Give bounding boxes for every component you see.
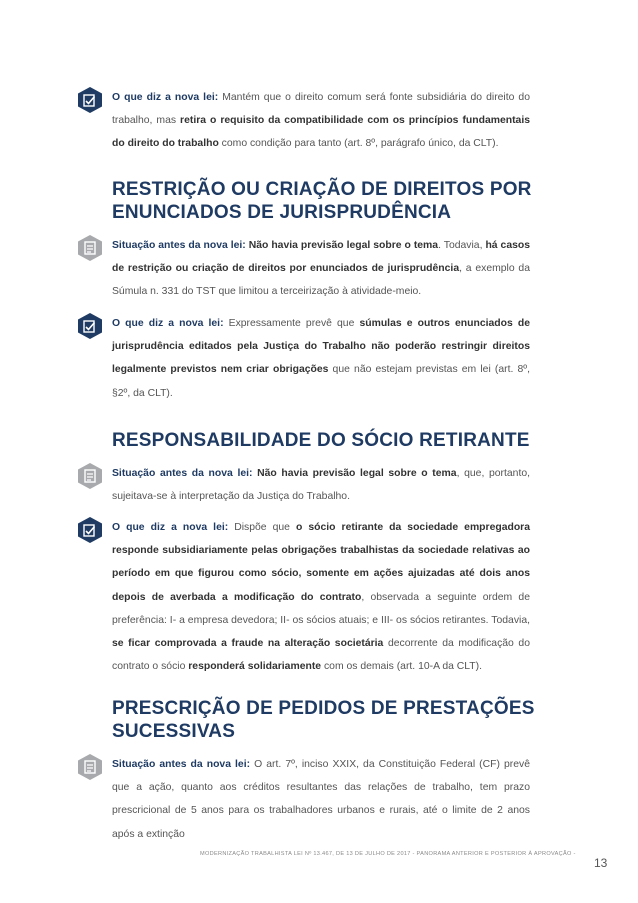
body-text: com os demais (art. 10-A da CLT). [321,661,482,673]
paragraph-label: Situação antes da nova lei: [112,759,251,770]
body-text: decorrente da modificação do contrato o sócio [112,638,530,673]
paragraph-text [112,312,530,405]
body-text: Mantém que o direito comum será fonte subsidiária do direito do trabalho, mas [112,92,530,127]
paragraph-new-law-3 [77,516,532,678]
body-text: que não estejam previstas em lei (art. 8º, §2º, da CLT). [112,364,530,399]
paragraph-new-law-1 [77,86,532,156]
bold-text: Não havia previsão legal sobre o tema [248,240,439,251]
page-footer: MODERNIZAÇÃO TRABALHISTA LEI Nº 13.467, DE 13 DE JULHO DE 2017 - PANORAMA ANTERIOR E POSTERIOR À APROVAÇÃO - [200,851,576,857]
body-text: , observada a seguinte ordem de preferência: I- a empresa devedora; II- os sócios atuais; e III- os sócios retirantes. Todavia, [112,591,530,626]
paragraph-label: Situação antes da nova lei: [112,468,253,479]
hexagon-checklist-icon [77,312,103,340]
body-text: . Todavia, [438,240,486,251]
paragraph-text [112,516,530,678]
paragraph-new-law-2 [77,312,532,405]
body-text: como condição para tanto (art. 8º, parágrafo único, da CLT). [218,138,499,150]
paragraph-before-law-3 [77,753,532,846]
paragraph-label: O que diz a nova lei: [112,318,224,329]
section-heading-jurisprudencia [112,178,542,224]
heading-line: PRESCRIÇÃO DE PEDIDOS DE PRESTAÇÕES [112,698,535,719]
paragraph-text [112,462,530,508]
section-heading-prescricao [112,697,542,743]
body-text: , que, portanto, sujeitava-se à interpretação da Justiça do Trabalho. [112,468,531,503]
paragraph-label: O que diz a nova lei: [112,522,229,533]
heading-line: ENUNCIADOS DE JURISPRUDÊNCIA [112,202,452,223]
paragraph-before-law-1 [77,234,532,304]
heading-line: SUCESSIVAS [112,721,236,742]
heading-line: RESTRIÇÃO OU CRIAÇÃO DE DIREITOS POR [112,179,532,200]
bold-text: súmulas e outros enunciados de jurisprudência editados pela Justiça do Trabalho não poderão restringir direitos legalmente previstos nem criar obrigações [112,318,530,376]
hexagon-document-icon [77,462,103,490]
bold-text: o sócio retirante da sociedade empregadora responde subsidiariamente pelas obrigações trabalhistas da sociedade relativas ao período em que figurou como sócio, somente em ações ajuizadas até dois anos depois de averbada a modificação do contrato [112,522,530,603]
body-text: Dispõe que [228,522,296,533]
heading-line: RESPONSABILIDADE DO SÓCIO RETIRANTE [112,430,530,451]
paragraph-before-law-2 [77,462,532,508]
hexagon-document-icon [77,234,103,262]
bold-text: responderá solidariamente [188,661,322,673]
section-heading-socio-retirante [112,429,542,452]
bold-text: se ficar comprovada a fraude na alteração societária [112,638,384,650]
paragraph-label: O que diz a nova lei: [112,92,219,103]
paragraph-text [112,234,530,304]
body-text: Expressamente prevê que [223,318,360,329]
body-text: , a exemplo da Súmula n. 331 do TST que limitou a terceirização à atividade-meio. [112,263,530,298]
body-text: O art. 7º, inciso XXIX, da Constituição Federal (CF) prevê que a ação, quanto aos créditos resultantes das relações de trabalho, tem prazo prescricional de 5 anos para os trabalhadores urbanos e rurais, até o limite de 2 anos após a extinção [112,759,530,840]
hexagon-checklist-icon [77,516,103,544]
paragraph-text [112,753,530,846]
page-number: 13 [594,856,608,870]
bold-text: retira o requisito da compatibilidade com os princípios fundamentais do direito do trabalho [112,115,530,150]
hexagon-checklist-icon [77,86,103,114]
bold-text: há casos de restrição ou criação de direitos por enunciados de jurisprudência [112,240,530,275]
paragraph-text [112,86,530,156]
paragraph-label: Situação antes da nova lei: [112,240,246,251]
bold-text: Não havia previsão legal sobre o tema [257,468,457,479]
hexagon-document-icon [77,753,103,781]
